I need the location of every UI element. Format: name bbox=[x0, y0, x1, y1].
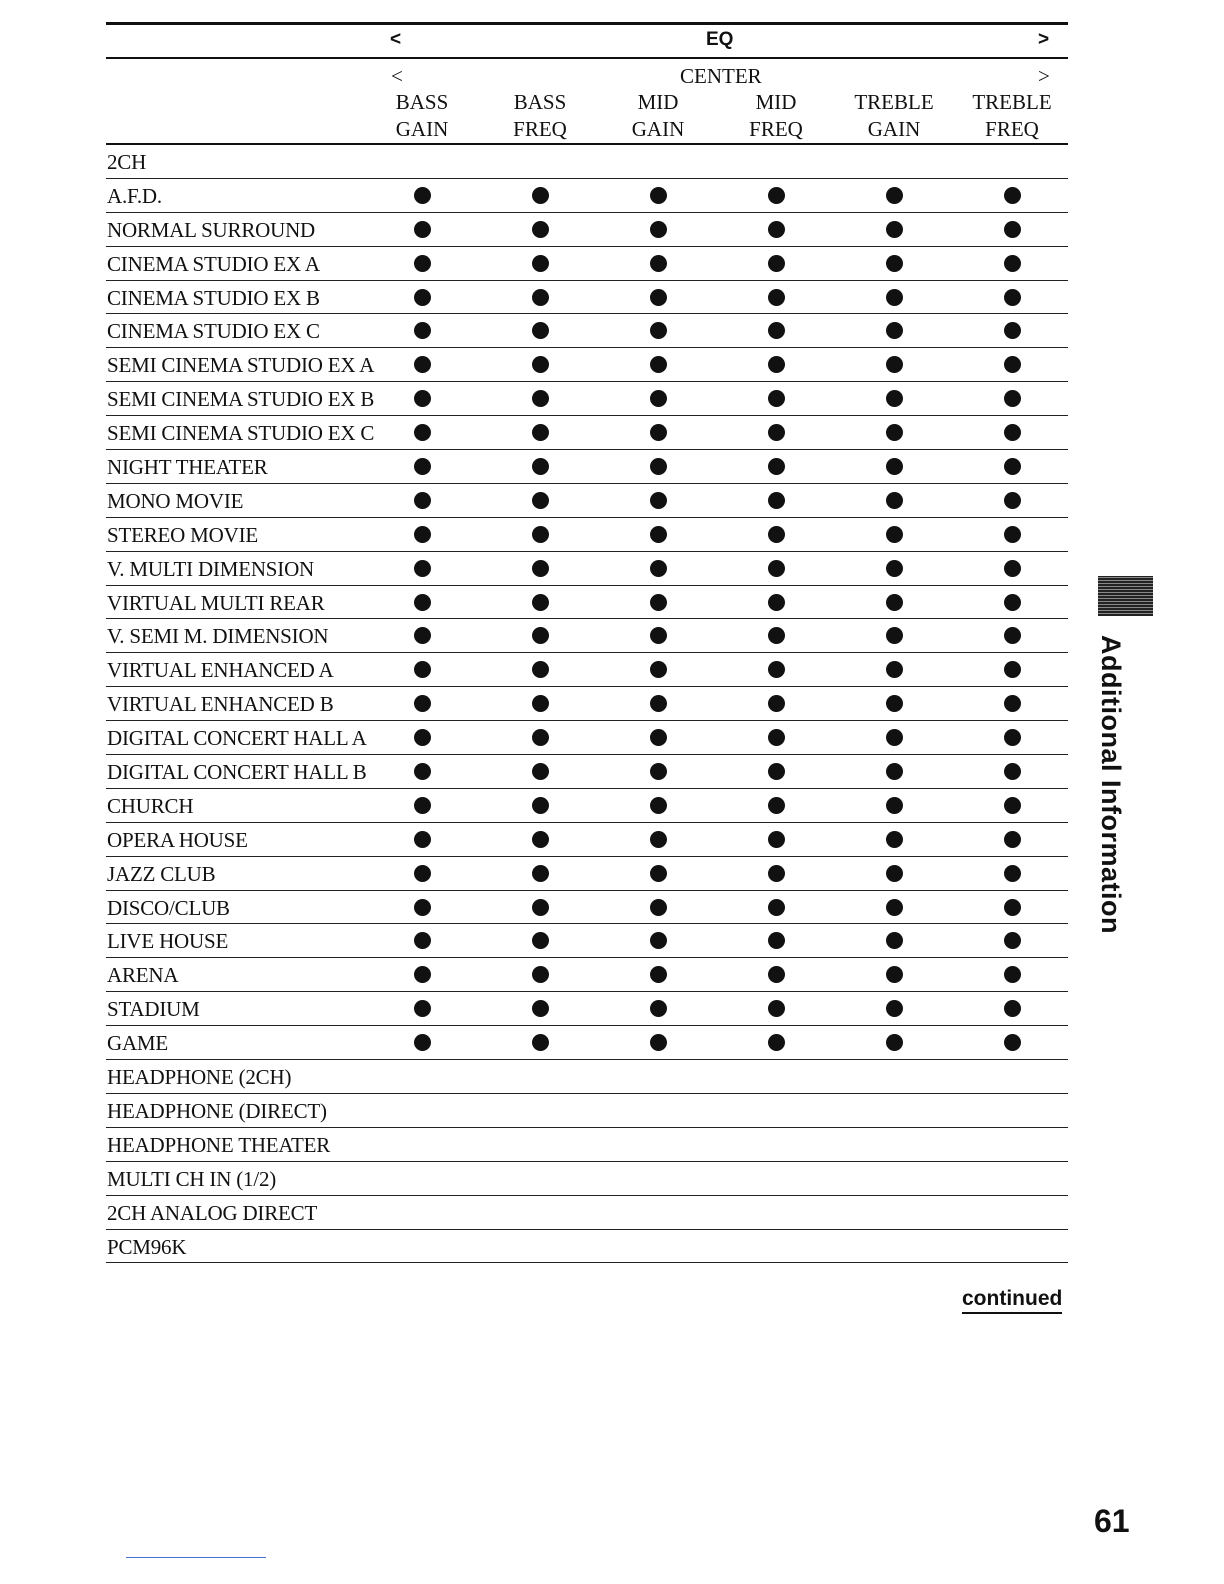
bullet-mark bbox=[414, 289, 431, 306]
table-row bbox=[106, 179, 1068, 213]
bullet-mark bbox=[532, 899, 549, 916]
bullet-mark bbox=[1004, 729, 1021, 746]
bullet-mark bbox=[768, 729, 785, 746]
column-header-line2: FREQ bbox=[749, 117, 803, 141]
bullet-mark bbox=[1004, 899, 1021, 916]
bullet-mark bbox=[650, 356, 667, 373]
bullet-mark bbox=[414, 932, 431, 949]
bullet-mark bbox=[650, 289, 667, 306]
bullet-mark bbox=[532, 560, 549, 577]
bullet-mark bbox=[532, 390, 549, 407]
bullet-mark bbox=[768, 627, 785, 644]
column-header-line2: GAIN bbox=[395, 117, 449, 141]
table-row bbox=[106, 1196, 1068, 1230]
bullet-mark bbox=[768, 865, 785, 882]
bullet-mark bbox=[768, 1000, 785, 1017]
bullet-mark bbox=[650, 966, 667, 983]
bullet-mark bbox=[414, 390, 431, 407]
bullet-mark bbox=[532, 356, 549, 373]
bullet-mark bbox=[1004, 932, 1021, 949]
bullet-mark bbox=[650, 560, 667, 577]
bullet-mark bbox=[650, 661, 667, 678]
row-label: MONO MOVIE bbox=[107, 488, 244, 513]
bullet-mark bbox=[768, 695, 785, 712]
bullet-mark bbox=[1004, 763, 1021, 780]
eq-right-marker: > bbox=[1038, 29, 1050, 50]
row-label: STADIUM bbox=[107, 997, 200, 1022]
row-label: HEADPHONE (2CH) bbox=[107, 1065, 292, 1090]
bullet-mark bbox=[414, 899, 431, 916]
table-row bbox=[106, 924, 1068, 958]
row-label: HEADPHONE (DIRECT) bbox=[107, 1098, 327, 1123]
bullet-mark bbox=[532, 695, 549, 712]
row-label: V. SEMI M. DIMENSION bbox=[107, 624, 329, 649]
eq-header-row bbox=[106, 22, 1068, 59]
bullet-mark bbox=[414, 627, 431, 644]
bullet-mark bbox=[650, 187, 667, 204]
row-label: CHURCH bbox=[107, 793, 194, 818]
bullet-mark bbox=[886, 831, 903, 848]
bullet-mark bbox=[650, 729, 667, 746]
bullet-mark bbox=[1004, 797, 1021, 814]
row-label: NIGHT THEATER bbox=[107, 455, 268, 480]
center-header-row bbox=[106, 59, 1068, 89]
column-header-row bbox=[106, 89, 1068, 145]
bullet-mark bbox=[886, 424, 903, 441]
bullet-mark bbox=[768, 255, 785, 272]
bullet-mark bbox=[414, 797, 431, 814]
column-header-line1: TREBLE bbox=[854, 90, 934, 114]
column-header bbox=[599, 89, 717, 143]
row-label: SEMI CINEMA STUDIO EX A bbox=[107, 353, 375, 378]
table-row bbox=[106, 1230, 1068, 1264]
table-row bbox=[106, 958, 1068, 992]
bullet-mark bbox=[886, 594, 903, 611]
bullet-mark bbox=[414, 594, 431, 611]
bullet-mark bbox=[414, 865, 431, 882]
bullet-mark bbox=[768, 356, 785, 373]
section-tab-marker bbox=[1098, 576, 1153, 616]
column-header-line1: TREBLE bbox=[972, 90, 1052, 114]
bullet-mark bbox=[532, 526, 549, 543]
bullet-mark bbox=[768, 594, 785, 611]
bullet-mark bbox=[414, 492, 431, 509]
bullet-mark bbox=[886, 695, 903, 712]
table-row bbox=[106, 382, 1068, 416]
table-row bbox=[106, 891, 1068, 925]
bullet-mark bbox=[886, 966, 903, 983]
column-header-line1: MID bbox=[755, 90, 797, 114]
table-row bbox=[106, 687, 1068, 721]
bullet-mark bbox=[532, 797, 549, 814]
bullet-mark bbox=[650, 831, 667, 848]
table-row bbox=[106, 1128, 1068, 1162]
bullet-mark bbox=[1004, 594, 1021, 611]
bullet-mark bbox=[414, 458, 431, 475]
bullet-mark bbox=[886, 458, 903, 475]
bullet-mark bbox=[886, 390, 903, 407]
bullet-mark bbox=[532, 1034, 549, 1051]
bullet-mark bbox=[414, 763, 431, 780]
bullet-mark bbox=[1004, 695, 1021, 712]
bullet-mark bbox=[768, 458, 785, 475]
column-header-line2: FREQ bbox=[985, 117, 1039, 141]
bullet-mark bbox=[1004, 322, 1021, 339]
row-label: VIRTUAL ENHANCED B bbox=[107, 692, 334, 717]
bullet-mark bbox=[1004, 492, 1021, 509]
footer-rule bbox=[126, 1557, 266, 1558]
bullet-mark bbox=[768, 932, 785, 949]
bullet-mark bbox=[768, 289, 785, 306]
center-title: CENTER bbox=[680, 64, 762, 88]
bullet-mark bbox=[532, 289, 549, 306]
bullet-mark bbox=[768, 322, 785, 339]
bullet-mark bbox=[886, 560, 903, 577]
table-row bbox=[106, 1094, 1068, 1128]
row-label: SEMI CINEMA STUDIO EX B bbox=[107, 387, 375, 412]
bullet-mark bbox=[1004, 1000, 1021, 1017]
column-header bbox=[835, 89, 953, 143]
bullet-mark bbox=[768, 221, 785, 238]
bullet-mark bbox=[650, 526, 667, 543]
bullet-mark bbox=[768, 831, 785, 848]
row-label: MULTI CH IN (1/2) bbox=[107, 1166, 277, 1191]
bullet-mark bbox=[532, 627, 549, 644]
bullet-mark bbox=[532, 187, 549, 204]
bullet-mark bbox=[414, 560, 431, 577]
continued-note: continued bbox=[962, 1287, 1062, 1314]
bullet-mark bbox=[886, 187, 903, 204]
column-header bbox=[717, 89, 835, 143]
bullet-mark bbox=[1004, 831, 1021, 848]
row-label: HEADPHONE THEATER bbox=[107, 1132, 331, 1157]
bullet-mark bbox=[650, 627, 667, 644]
table-body bbox=[106, 145, 1068, 1263]
row-label: SEMI CINEMA STUDIO EX C bbox=[107, 421, 375, 446]
table-row bbox=[106, 1060, 1068, 1094]
row-label: DISCO/CLUB bbox=[107, 895, 230, 920]
bullet-mark bbox=[650, 865, 667, 882]
bullet-mark bbox=[532, 322, 549, 339]
bullet-mark bbox=[886, 356, 903, 373]
center-right-marker: > bbox=[1038, 64, 1050, 88]
eq-left-marker: < bbox=[390, 29, 402, 50]
row-label: CINEMA STUDIO EX B bbox=[107, 285, 320, 310]
table-row bbox=[106, 518, 1068, 552]
row-label: VIRTUAL ENHANCED A bbox=[107, 658, 334, 683]
bullet-mark bbox=[414, 187, 431, 204]
row-label: JAZZ CLUB bbox=[107, 861, 216, 886]
table-row bbox=[106, 823, 1068, 857]
row-label: ARENA bbox=[107, 963, 179, 988]
page-number: 61 bbox=[1094, 1503, 1130, 1539]
section-tab-label: Additional Information bbox=[1096, 635, 1126, 934]
bullet-mark bbox=[1004, 966, 1021, 983]
column-header-line1: MID bbox=[637, 90, 679, 114]
bullet-mark bbox=[532, 1000, 549, 1017]
bullet-mark bbox=[414, 424, 431, 441]
bullet-mark bbox=[650, 695, 667, 712]
bullet-mark bbox=[532, 831, 549, 848]
row-label: LIVE HOUSE bbox=[107, 929, 229, 954]
bullet-mark bbox=[414, 356, 431, 373]
row-label: A.F.D. bbox=[107, 183, 162, 208]
bullet-mark bbox=[886, 763, 903, 780]
bullet-mark bbox=[650, 322, 667, 339]
table-row bbox=[106, 281, 1068, 315]
bullet-mark bbox=[532, 865, 549, 882]
bullet-mark bbox=[650, 1000, 667, 1017]
bullet-mark bbox=[768, 797, 785, 814]
table-row bbox=[106, 653, 1068, 687]
table-row bbox=[106, 586, 1068, 620]
bullet-mark bbox=[414, 322, 431, 339]
bullet-mark bbox=[414, 831, 431, 848]
bullet-mark bbox=[886, 797, 903, 814]
row-label: NORMAL SURROUND bbox=[107, 217, 315, 242]
table-row bbox=[106, 484, 1068, 518]
row-label: OPERA HOUSE bbox=[107, 827, 248, 852]
table-row bbox=[106, 213, 1068, 247]
bullet-mark bbox=[414, 255, 431, 272]
column-header-line1: BASS bbox=[395, 90, 449, 114]
bullet-mark bbox=[650, 899, 667, 916]
bullet-mark bbox=[650, 221, 667, 238]
bullet-mark bbox=[768, 526, 785, 543]
bullet-mark bbox=[532, 661, 549, 678]
bullet-mark bbox=[414, 221, 431, 238]
bullet-mark bbox=[532, 221, 549, 238]
table-row bbox=[106, 1162, 1068, 1196]
bullet-mark bbox=[1004, 221, 1021, 238]
bullet-mark bbox=[886, 221, 903, 238]
center-left-marker: < bbox=[391, 64, 403, 88]
table-row bbox=[106, 314, 1068, 348]
bullet-mark bbox=[650, 932, 667, 949]
bullet-mark bbox=[532, 594, 549, 611]
bullet-mark bbox=[768, 187, 785, 204]
bullet-mark bbox=[886, 255, 903, 272]
bullet-mark bbox=[414, 1034, 431, 1051]
column-header-line1: BASS bbox=[513, 90, 567, 114]
bullet-mark bbox=[768, 390, 785, 407]
row-label: CINEMA STUDIO EX C bbox=[107, 319, 320, 344]
column-header-line2: GAIN bbox=[631, 117, 685, 141]
bullet-mark bbox=[886, 289, 903, 306]
bullet-mark bbox=[1004, 526, 1021, 543]
bullet-mark bbox=[1004, 187, 1021, 204]
eq-table bbox=[106, 22, 1068, 1263]
row-label: VIRTUAL MULTI REAR bbox=[107, 590, 325, 615]
bullet-mark bbox=[768, 661, 785, 678]
table-row bbox=[106, 755, 1068, 789]
table-row bbox=[106, 857, 1068, 891]
bullet-mark bbox=[1004, 627, 1021, 644]
bullet-mark bbox=[768, 763, 785, 780]
row-label: 2CH bbox=[107, 150, 147, 174]
bullet-mark bbox=[886, 627, 903, 644]
bullet-mark bbox=[886, 1034, 903, 1051]
bullet-mark bbox=[1004, 661, 1021, 678]
bullet-mark bbox=[650, 797, 667, 814]
eq-title: EQ bbox=[706, 29, 734, 50]
row-label: CINEMA STUDIO EX A bbox=[107, 251, 320, 276]
table-row bbox=[106, 416, 1068, 450]
bullet-mark bbox=[532, 932, 549, 949]
column-header-line2: FREQ bbox=[513, 117, 567, 141]
bullet-mark bbox=[768, 1034, 785, 1051]
table-row bbox=[106, 992, 1068, 1026]
column-header bbox=[363, 89, 481, 143]
bullet-mark bbox=[414, 1000, 431, 1017]
table-row bbox=[106, 552, 1068, 586]
bullet-mark bbox=[650, 1034, 667, 1051]
bullet-mark bbox=[532, 763, 549, 780]
table-row bbox=[106, 247, 1068, 281]
bullet-mark bbox=[532, 492, 549, 509]
bullet-mark bbox=[886, 1000, 903, 1017]
bullet-mark bbox=[414, 729, 431, 746]
row-label: V. MULTI DIMENSION bbox=[107, 556, 314, 581]
bullet-mark bbox=[1004, 356, 1021, 373]
bullet-mark bbox=[768, 492, 785, 509]
bullet-mark bbox=[650, 492, 667, 509]
bullet-mark bbox=[1004, 458, 1021, 475]
bullet-mark bbox=[886, 899, 903, 916]
bullet-mark bbox=[532, 458, 549, 475]
bullet-mark bbox=[768, 560, 785, 577]
table-row bbox=[106, 1026, 1068, 1060]
bullet-mark bbox=[650, 763, 667, 780]
bullet-mark bbox=[650, 458, 667, 475]
table-row bbox=[106, 348, 1068, 382]
bullet-mark bbox=[650, 594, 667, 611]
bullet-mark bbox=[1004, 255, 1021, 272]
bullet-mark bbox=[414, 695, 431, 712]
bullet-mark bbox=[886, 492, 903, 509]
bullet-mark bbox=[1004, 865, 1021, 882]
row-label: DIGITAL CONCERT HALL A bbox=[107, 726, 367, 751]
bullet-mark bbox=[414, 966, 431, 983]
bullet-mark bbox=[532, 424, 549, 441]
table-row bbox=[106, 789, 1068, 823]
table-row bbox=[106, 721, 1068, 755]
row-label: 2CH ANALOG DIRECT bbox=[107, 1200, 318, 1225]
bullet-mark bbox=[768, 966, 785, 983]
bullet-mark bbox=[1004, 560, 1021, 577]
bullet-mark bbox=[414, 526, 431, 543]
column-header-line2: GAIN bbox=[867, 117, 921, 141]
table-row bbox=[106, 145, 1068, 179]
bullet-mark bbox=[650, 390, 667, 407]
row-label: STEREO MOVIE bbox=[107, 522, 259, 547]
bullet-mark bbox=[532, 729, 549, 746]
bullet-mark bbox=[1004, 390, 1021, 407]
bullet-mark bbox=[1004, 1034, 1021, 1051]
bullet-mark bbox=[886, 932, 903, 949]
bullet-mark bbox=[886, 526, 903, 543]
bullet-mark bbox=[532, 255, 549, 272]
bullet-mark bbox=[886, 322, 903, 339]
bullet-mark bbox=[1004, 289, 1021, 306]
bullet-mark bbox=[1004, 424, 1021, 441]
bullet-mark bbox=[768, 899, 785, 916]
row-label: GAME bbox=[107, 1031, 169, 1056]
bullet-mark bbox=[886, 729, 903, 746]
row-label: PCM96K bbox=[107, 1234, 187, 1259]
bullet-mark bbox=[650, 255, 667, 272]
row-label: DIGITAL CONCERT HALL B bbox=[107, 760, 367, 785]
bullet-mark bbox=[532, 966, 549, 983]
column-header bbox=[481, 89, 599, 143]
bullet-mark bbox=[650, 424, 667, 441]
bullet-mark bbox=[768, 424, 785, 441]
bullet-mark bbox=[886, 661, 903, 678]
column-header bbox=[953, 89, 1071, 143]
bullet-mark bbox=[886, 865, 903, 882]
bullet-mark bbox=[414, 661, 431, 678]
table-row bbox=[106, 619, 1068, 653]
table-row bbox=[106, 450, 1068, 484]
